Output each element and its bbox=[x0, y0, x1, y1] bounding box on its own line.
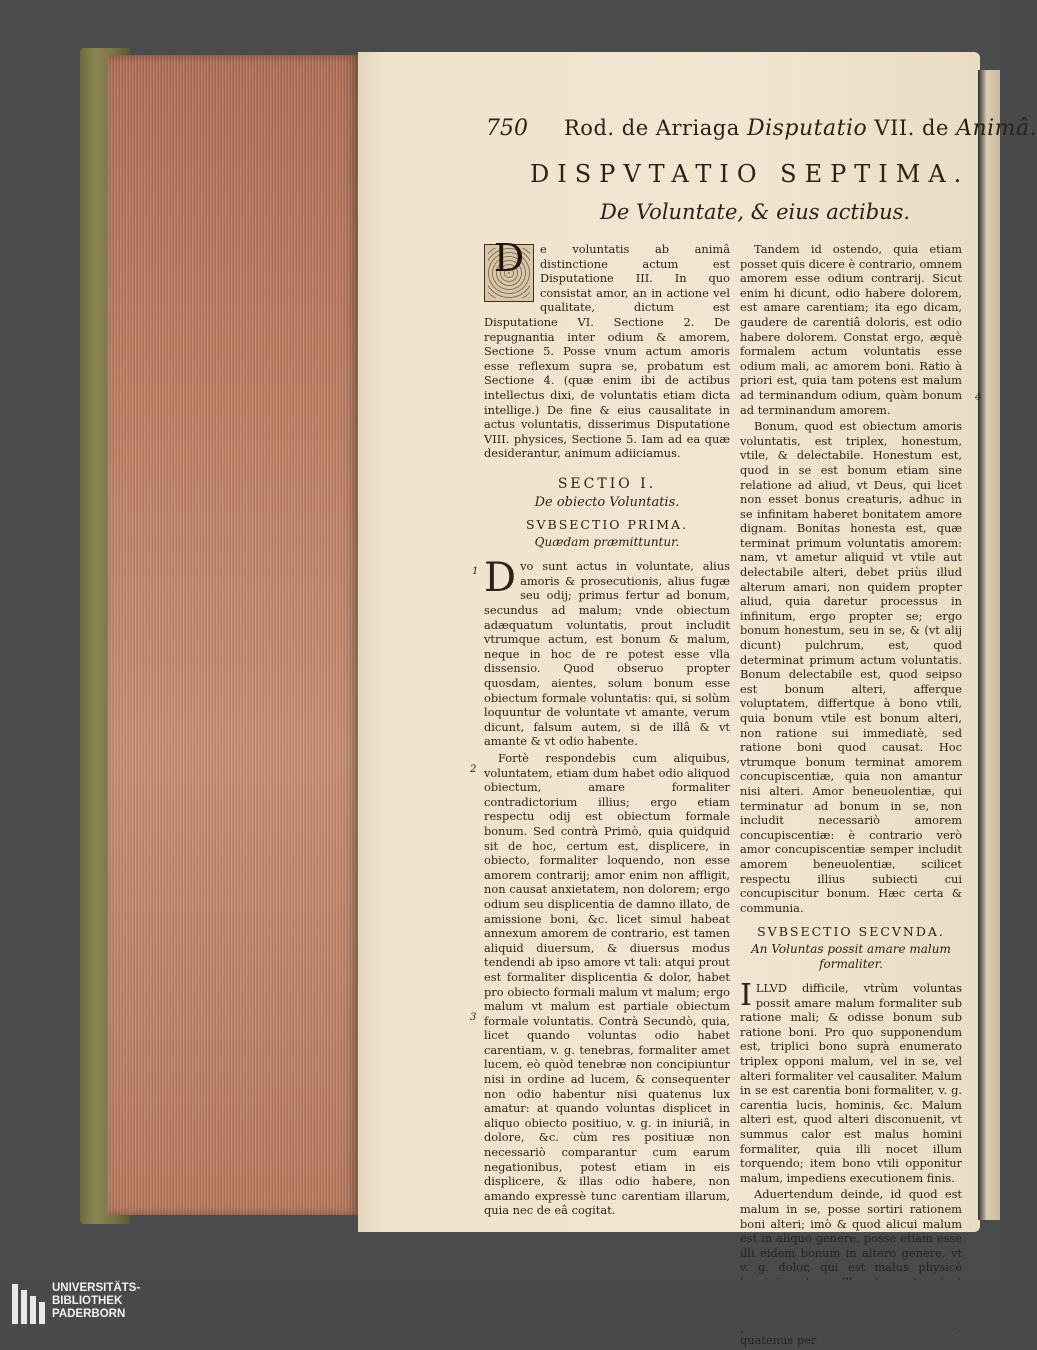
intro-paragraph bbox=[484, 236, 730, 461]
institution-line-1: UNIVERSITÄTS- bbox=[52, 1282, 141, 1294]
drop-initial-2: I bbox=[740, 978, 752, 1014]
section-subtitle: De obiecto Voluntatis. bbox=[534, 494, 680, 510]
paragraph-1 bbox=[484, 555, 730, 749]
library-logo-icon bbox=[12, 1282, 46, 1326]
facing-page-edge bbox=[978, 70, 1000, 1220]
intro-text: e voluntatis ab animâ distinctione actum est Disputatione III. In quo consistat amor, an in actione vel qualitate, dictum est Disputatione VI. Sectione 2. De repugnantia inter odium & amorem, Sectione 5. Posse vnum actum amoris esse reflexum supra se, probatum est Sectione 4. (quæ enim ibi de actibus intellectus dixi, de voluntatis etiam dicta intellige.) De fine & eius causalitate in actus voluntatis, disserimus Disputatione VIII. physices, Sectione 5. Iam ad ea quæ desiderantur, animum adiiciamus. bbox=[484, 242, 730, 461]
right-column bbox=[740, 242, 962, 1350]
institution-name bbox=[52, 1282, 140, 1321]
running-head-num: VII. de bbox=[874, 116, 949, 140]
page-header bbox=[486, 116, 1037, 146]
running-head-italic: Disputatio bbox=[746, 116, 868, 141]
disputation-title: DISPVTATIO SEPTIMA. bbox=[530, 160, 970, 188]
page-number: 750 bbox=[486, 116, 528, 141]
paragraph-2: Fortè respondebis cum aliquibus, voluntatem, etiam dum habet odio aliquod obiectum, amare formaliter contradictorium illius; ergo etiam respectu odij est obiectum formale bonum. Sed contrà Primò, quia quidquid sit de hoc, certum est, displicere, in obiecto, formaliter loquendo, non esse amorem contrarij; amor enim non affligit, non causat anxietatem, non dolorem; ergo odium seu displicentia de damno illato, de amissione boni, &c. licet simul habeat annexum amorem de contrario, est tamen aliquid diuersum, & diuersus modus tendendi ab ipso amore vt tali: atqui prout est formaliter displicentia & dolor, habet pro obiecto formali malum vt malum; ergo malum vt malum est partiale obiectum formale voluntatis. Contrà Secundò, quia, licet quando voluntas odio habet carentiam, v. g. tenebras, formaliter amet lucem, eò quòd tenebræ non concipiuntur nisi in ordine ad lucem, & consequenter non odio habentur nisi quatenus lux amatur: at quando voluntas displicet in aliquo obiecto positiuo, v. g. in iniuriâ, in dolore, &c. cùm res positiuæ non necessariò comparantur cum earum negationibus, potest etiam in eis displicere, & illas odio habere, non amando expressè tunc carentiam illarum, quia nec de eâ cogitat. bbox=[484, 751, 730, 1218]
institution-line-2: BIBLIOTHEK bbox=[52, 1295, 123, 1307]
institution-banner bbox=[0, 1280, 1000, 1330]
section-heading: SECTIO I. bbox=[557, 475, 657, 492]
subsection-subtitle: Quædam præmittuntur. bbox=[534, 534, 680, 549]
margin-number: 1 bbox=[472, 566, 479, 577]
ornamental-initial: D bbox=[484, 244, 534, 302]
margin-number: 2 bbox=[470, 764, 477, 775]
running-head-end: Animâ. bbox=[956, 116, 1037, 141]
right-paragraph-1: Tandem id ostendo, quia etiam posset quis dicere è contrario, omnem amorem esse odium contrarij. Sicut enim hi dicunt, odio habere dolorem, est amare carentiam; ita ego dicam, gaudere de carentiâ doloris, est odio habere dolorem. Constat ergo, æquè formalem actum voluntatis esse odium mali, ac amorem boni. Ratio à priori est, quia tam potens est malum ad terminandum odium, quàm bonum ad terminandum amorem. bbox=[740, 242, 962, 417]
lead-word: LLVD bbox=[755, 981, 787, 996]
right-paragraph-2: Bonum, quod est obiectum amoris voluntatis, est triplex, honestum, vtile, & delectabile. Honestum est, quod in se est bonum etiam sine relatione ad aliud, vt Deus, qui licet non esset bonus creaturis, adhuc in se infinitam haberet bonitatem amore dignam. Bonitas honesta est, quæ terminat primum voluntatis amorem: nam, vt ametur aliquid vt vtile aut delectabile alteri, debet priùs illud alterum amari, non quidem propter aliud, quia daretur processus in infinitum, ergo propter se; ergo bonum honestum, seu in se, & (vt alij dicunt) pulchrum, est, quod determinat primum actum voluntatis. Bonum delectabile est, quod seipso est bonum alteri, afferque voluptatem, differtque à bono vtili, quia bonum vtile est bonum alteri, non ratione sui immediatè, sed ratione boni quod causat. Hoc vtrumque bonum terminat amorem concupiscentiæ, quia non amantur nisi alteri. Amor beneuolentiæ, qui terminatur ad bonum in se, non includit necessariò amorem concupiscentiæ: è contrario verò amor concupiscentiæ semper includit amorem beneuolentiæ, scilicet respectu illius subiecti cui concupiscitur bonum. Hæc certa & communia. bbox=[740, 419, 962, 915]
running-head-author: Rod. de Arriaga bbox=[564, 116, 740, 140]
left-column bbox=[484, 236, 730, 1220]
right-paragraph-3 bbox=[740, 978, 963, 1185]
institution-line-3: PADERBORN bbox=[52, 1308, 126, 1320]
margin-number: 3 bbox=[470, 1012, 477, 1023]
running-head bbox=[564, 116, 1037, 141]
page-edges bbox=[108, 55, 360, 1215]
paragraph-1-text: vo sunt actus in voluntate, alius amoris & prosecutionis, alius fugæ seu odij; primus fertur ad bonum, secundus ad malum; vnde obiectum adæquatum voluntatis, prout includit vtrumque actum, est bonum & malum, neque in hoc de re potest esse vlla dissensio. Quod obseruo propter quosdam, aientes, solum bonum esse obiectum formale voluntatis: qui, si solùm loquuntur de voluntate vt amante, verum dicunt, falsum autem, si de illâ & vt amante & vt odio habente. bbox=[484, 559, 730, 749]
disputation-subtitle: De Voluntate, & eius actibus. bbox=[600, 200, 911, 224]
subsection-subtitle-2: An Voluntas possit amare malum formaliter. bbox=[751, 941, 951, 971]
subsection-heading-2: SVBSECTIO SECVNDA. bbox=[757, 924, 945, 940]
drop-initial: D bbox=[484, 555, 517, 602]
subsection-heading: SVBSECTIO PRIMA. bbox=[525, 517, 689, 533]
right-paragraph-3-text: difficile, vtrùm voluntas possit amare malum formaliter sub ratione mali; & odisse bonum sub ratione boni. Pro quo supponendum est, triplici bono suprà enumerato triplex opponi malum, vel in se, vel alteri formaliter vel causaliter. Malum in se est carentia boni formaliter, v. g. carentia lucis, hominis, &c. Malum alteri est, quod alteri disconuenit, vt summus calor est malus homini formaliter, quia illi nocet illum torquendo; item bono vtili opponitur malum, impediens executionem finis. bbox=[740, 981, 963, 1185]
right-paragraph-4: Aduertendum deinde, id quod est malum in se, posse sortiri rationem boni alteri; imò & quod alicui malum est in aliquo genere, posse etiam esse illi eidem bonum in altero genere, vt v. g. dolor, qui est malus physicè quatenus per bbox=[740, 1187, 962, 1348]
margin-number-right: 4 bbox=[975, 392, 982, 403]
